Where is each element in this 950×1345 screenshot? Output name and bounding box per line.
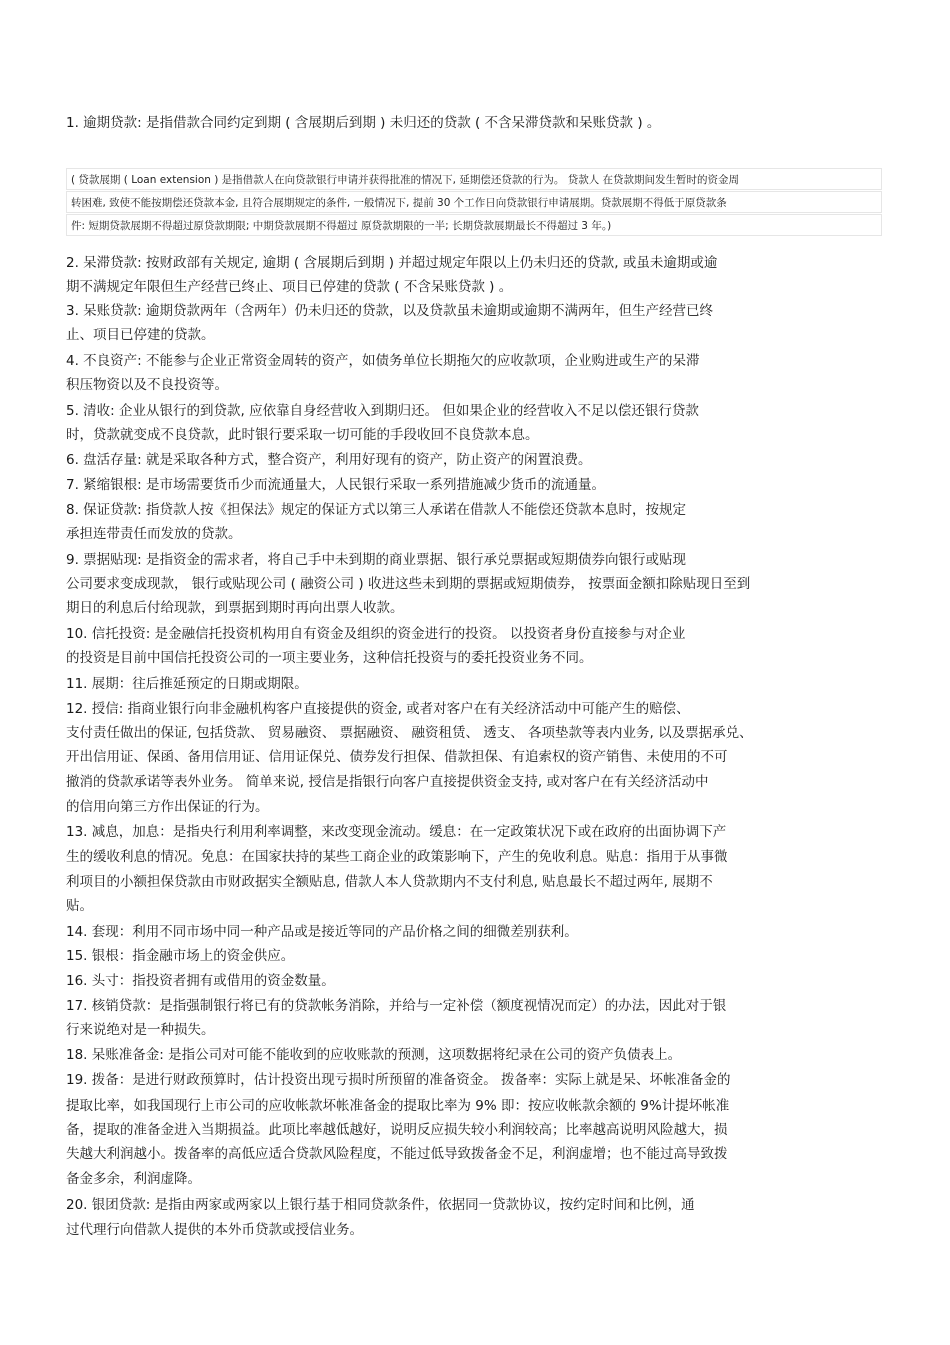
body-line: 11. 展期：往后推延预定的日期或期限。 xyxy=(66,676,308,692)
body-line: 生的缓收利息的情况。免息：在国家扶持的某些工商企业的政策影响下，产生的免收利息。贴息：指用于从事微 xyxy=(66,849,728,865)
note-line: ( 贷款展期 ( Loan extension ) 是指借款人在向贷款银行申请并获得批准的情况下, 延期偿还贷款的行为。 贷款人 在贷款期间发生暂时的资金周 xyxy=(66,168,882,190)
body-line: 支付责任做出的保证, 包括贷款、 贸易融资、 票据融资、 融资租赁、 透支、 各项垫款等表内业务, 以及票据承兑、 xyxy=(66,725,753,741)
body-line: 提取比率，如我国现行上市公司的应收帐款坏帐准备金的提取比率为 9% 即：按应收帐款余额的 9%计提坏帐准 xyxy=(66,1098,730,1114)
body-line: 3. 呆账贷款: 逾期贷款两年（含两年）仍未归还的贷款，以及贷款虽未逾期或逾期不满两年，但生产经营已终 xyxy=(66,303,714,319)
body-line: 时，贷款就变成不良贷款，此时银行要采取一切可能的手段收回不良贷款本息。 xyxy=(66,427,539,443)
body-line: 8. 保证贷款: 指贷款人按《担保法》规定的保证方式以第三人承诺在借款人不能偿还贷款本息时，按规定 xyxy=(66,502,687,518)
body-line: 5. 清收: 企业从银行的到贷款, 应依靠自身经营收入到期归还。 但如果企业的经营收入不足以偿还银行贷款 xyxy=(66,403,699,419)
body-line: 利项目的小额担保贷款由市财政据实全额贴息, 借款人本人贷款期内不支付利息, 贴息最长不超过两年, 展期不 xyxy=(66,874,713,890)
note-line: 件: 短期贷款展期不得超过原贷款期限; 中期贷款展期不得超过 原贷款期限的一半; 长期贷款展期最长不得超过 3 年。) xyxy=(66,214,882,236)
body-line: 17. 核销贷款：是指强制银行将已有的贷款帐务消除，并给与一定补偿（额度视情况而定）的办法，因此对于银 xyxy=(66,998,727,1014)
body-line: 13. 减息，加息：是指央行利用利率调整，来改变现金流动。缓息：在一定政策状况下或在政府的出面协调下产 xyxy=(66,824,727,840)
body-line: 20. 银团贷款: 是指由两家或两家以上银行基于相同贷款条件，依据同一贷款协议，按约定时间和比例，通 xyxy=(66,1197,695,1213)
body-line: 7. 紧缩银根: 是市场需要货币少而流通量大，人民银行采取一系列措施减少货币的流通量。 xyxy=(66,477,606,493)
body-line: 撤消的贷款承诺等表外业务。 简单来说, 授信是指银行向客户直接提供资金支持, 或对客户在有关经济活动中 xyxy=(66,774,709,790)
body-line: 19. 拨备：是进行财政预算时，估计投资出现亏损时所预留的准备资金。 拨备率：实际上就是呆、坏帐准备金的 xyxy=(66,1072,731,1088)
body-line: 6. 盘活存量: 就是采取各种方式，整合资产，利用好现有的资产，防止资产的闲置浪费。 xyxy=(66,452,592,468)
body-line: 4. 不良资产: 不能参与企业正常资金周转的资产，如债务单位长期拖欠的应收款项，企业购进或生产的呆滞 xyxy=(66,353,700,369)
body-line: 14. 套现：利用不同市场中同一种产品或是接近等同的产品价格之间的细微差别获利。 xyxy=(66,924,578,940)
body-line: 行来说绝对是一种损失。 xyxy=(66,1022,215,1038)
body-line: 贴。 xyxy=(66,898,93,914)
body-line: 失越大利润越小。拨备率的高低应适合贷款风险程度，不能过低导致拨备金不足，利润虚增；也不能过高导致拨 xyxy=(66,1146,728,1162)
body-line: 12. 授信: 指商业银行向非金融机构客户直接提供的资金, 或者对客户在有关经济活动中可能产生的赔偿、 xyxy=(66,701,690,717)
body-line: 9. 票据贴现: 是指资金的需求者，将自己手中未到期的商业票据、银行承兑票据或短期债券向银行或贴现 xyxy=(66,552,687,568)
body-line: 公司要求变成现款， 银行或贴现公司 ( 融资公司 ) 收进这些未到期的票据或短期债券， 按票面金额扣除贴现日至到 xyxy=(66,576,751,592)
body-line: 的投资是目前中国信托投资公司的一项主要业务，这种信托投资与的委托投资业务不同。 xyxy=(66,650,593,666)
note-line: 转困难, 致使不能按期偿还贷款本金, 且符合展期规定的条件, 一般情况下, 提前 30 个工作日向贷款银行申请展期。贷款展期不得低于原贷款条 xyxy=(66,191,882,213)
body-line: 10. 信托投资: 是金融信托投资机构用自有资金及组织的资金进行的投资。 以投资者身份直接参与对企业 xyxy=(66,626,686,642)
body-line: 承担连带责任而发放的贷款。 xyxy=(66,526,242,542)
body-line: 15. 银根：指金融市场上的资金供应。 xyxy=(66,948,295,964)
body-line: 备金多余，利润虚降。 xyxy=(66,1171,201,1187)
body-line: 开出信用证、保函、备用信用证、信用证保兑、债券发行担保、借款担保、有追索权的资产销售、未使用的不可 xyxy=(66,749,728,765)
body-line: 备，提取的准备金进入当期损益。此项比率越低越好，说明反应损失较小利润较高；比率越高说明风险越大，损 xyxy=(66,1122,728,1138)
item-1-overdue-loan: 1. 逾期贷款: 是指借款合同约定到期 ( 含展期后到期 ) 未归还的贷款 ( 不含呆滞贷款和呆账贷款 ) 。 xyxy=(66,115,661,131)
body-line: 18. 呆账准备金: 是指公司对可能不能收到的应收账款的预测，这项数据将纪录在公司的资产负债表上。 xyxy=(66,1047,682,1063)
body-line: 止、项目已停建的贷款。 xyxy=(66,327,215,343)
body-line: 积压物资以及不良投资等。 xyxy=(66,377,228,393)
body-line: 期不满规定年限但生产经营已终止、项目已停建的贷款 ( 不含呆账贷款 ) 。 xyxy=(66,279,513,295)
body-line: 16. 头寸：指投资者拥有或借用的资金数量。 xyxy=(66,973,335,989)
body-line: 的信用向第三方作出保证的行为。 xyxy=(66,799,269,815)
body-line: 期日的利息后付给现款，到票据到期时再向出票人收款。 xyxy=(66,600,404,616)
body-line: 2. 呆滞贷款: 按财政部有关规定, 逾期 ( 含展期后到期 ) 并超过规定年限以上仍未归还的贷款, 或虽未逾期或逾 xyxy=(66,255,718,271)
body-line: 过代理行向借款人提供的本外币贷款或授信业务。 xyxy=(66,1222,363,1238)
